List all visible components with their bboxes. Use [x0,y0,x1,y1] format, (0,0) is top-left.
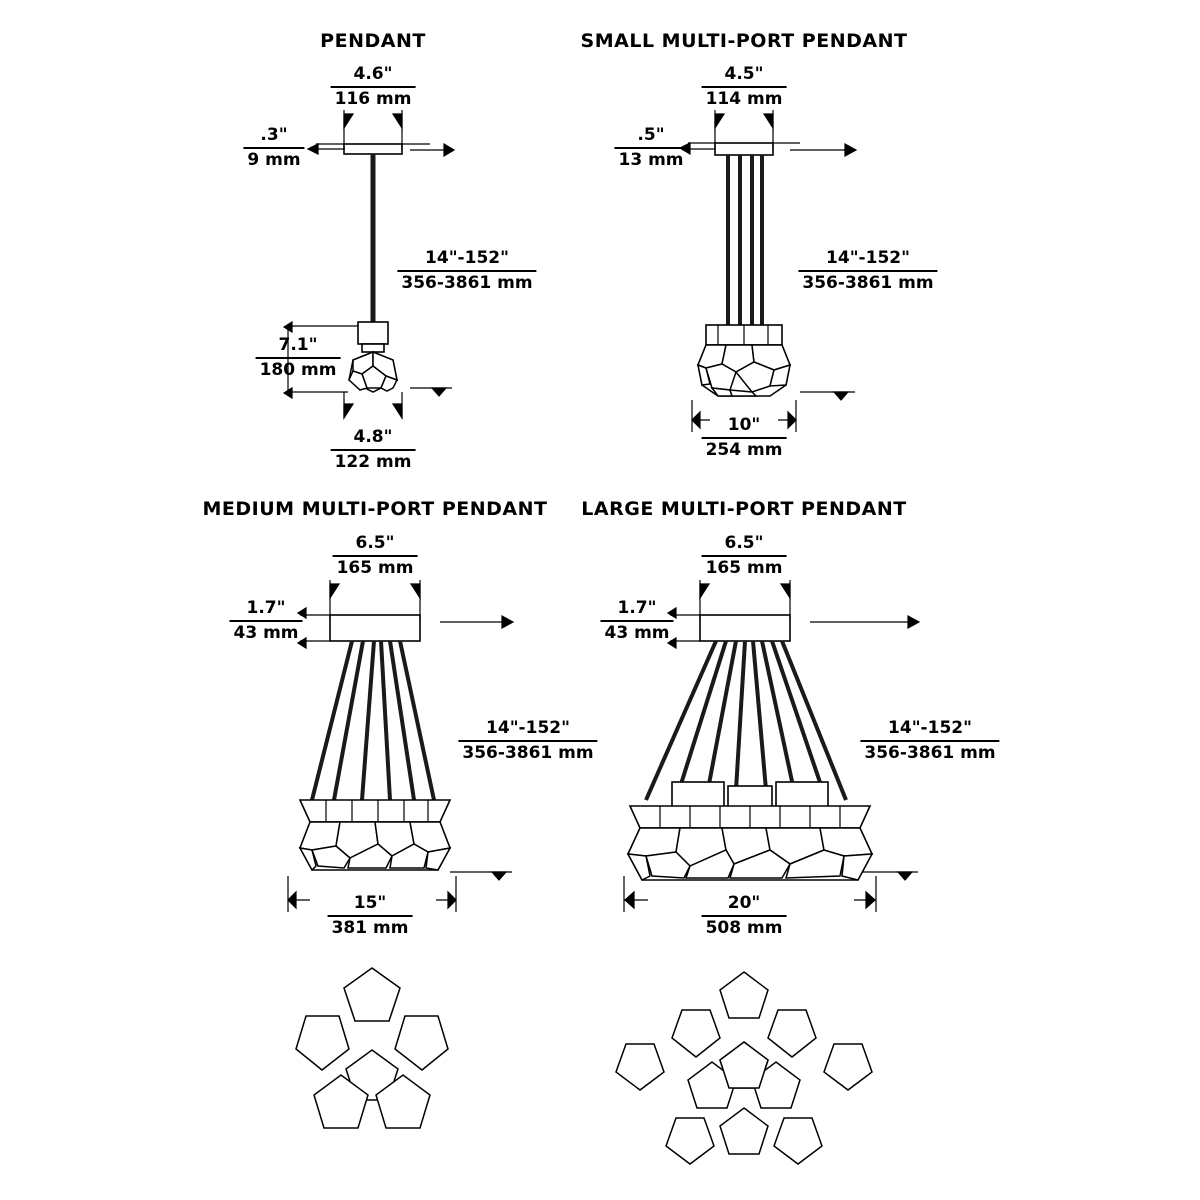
panel-title-small-multi-port: SMALL MULTI-PORT PENDANT [580,30,908,52]
dim-value-imperial: 14"-152" [458,718,597,742]
dim-value-metric: 356-3861 mm [802,273,934,294]
dim-value-metric: 180 mm [259,360,337,381]
dim-value-metric: 9 mm [247,150,301,171]
dim-value-metric: 356-3861 mm [401,273,533,294]
dim-value-imperial: 14"-152" [860,718,999,742]
panel-title-large-multi-port: LARGE MULTI-PORT PENDANT [581,498,907,520]
dim-value-metric: 165 mm [336,558,414,579]
dim-value-imperial: 1.7" [229,598,302,622]
dim-value-metric: 43 mm [233,623,299,644]
arrow-ch-top [668,608,676,618]
cords [646,641,846,800]
arrow-ch-bottom [668,638,676,648]
dim-value-metric: 381 mm [331,918,409,939]
dim-value-imperial: 4.5" [702,64,787,88]
plan-view-large [616,972,872,1164]
extension-lines-shade-width [624,876,876,912]
dim-value-metric: 13 mm [618,150,684,171]
dim-value-metric: 508 mm [705,918,783,939]
arrow-drop-bottom [898,872,912,880]
panel-title-pendant: PENDANT [320,30,426,52]
leader-canopy-height [670,615,700,641]
dim-value-metric: 43 mm [604,623,670,644]
dim-value-metric: 356-3861 mm [864,743,996,764]
dim-value-metric: 254 mm [705,440,783,461]
dim-value-imperial: .5" [614,125,687,149]
dim-value-imperial: 7.1" [256,335,341,359]
arrow-sw-left [625,892,634,908]
dim-value-imperial: 6.5" [702,533,787,557]
dim-value-imperial: 1.7" [600,598,673,622]
dim-value-imperial: .3" [243,125,304,149]
dim-value-metric: 114 mm [705,89,783,110]
arrow-drop-top [908,616,919,628]
dim-value-imperial: 15" [328,893,413,917]
dim-value-imperial: 14"-152" [798,248,937,272]
arrow-sw-right [866,892,875,908]
dim-value-imperial: 4.8" [331,427,416,451]
dim-value-imperial: 14"-152" [397,248,536,272]
dim-value-imperial: 6.5" [333,533,418,557]
dim-value-imperial: 10" [702,415,787,439]
dim-value-imperial: 4.6" [331,64,416,88]
dim-value-metric: 356-3861 mm [462,743,594,764]
dim-value-metric: 116 mm [334,89,412,110]
extension-lines-canopy-width [700,580,790,620]
panel-title-medium-multi-port: MEDIUM MULTI-PORT PENDANT [202,498,548,520]
arrow-right [781,584,790,598]
shade-cluster [628,782,872,880]
dim-value-metric: 165 mm [705,558,783,579]
dim-value-metric: 122 mm [334,452,412,473]
dim-value-imperial: 20" [702,893,787,917]
canopy [700,615,790,641]
arrow-left [700,584,709,598]
